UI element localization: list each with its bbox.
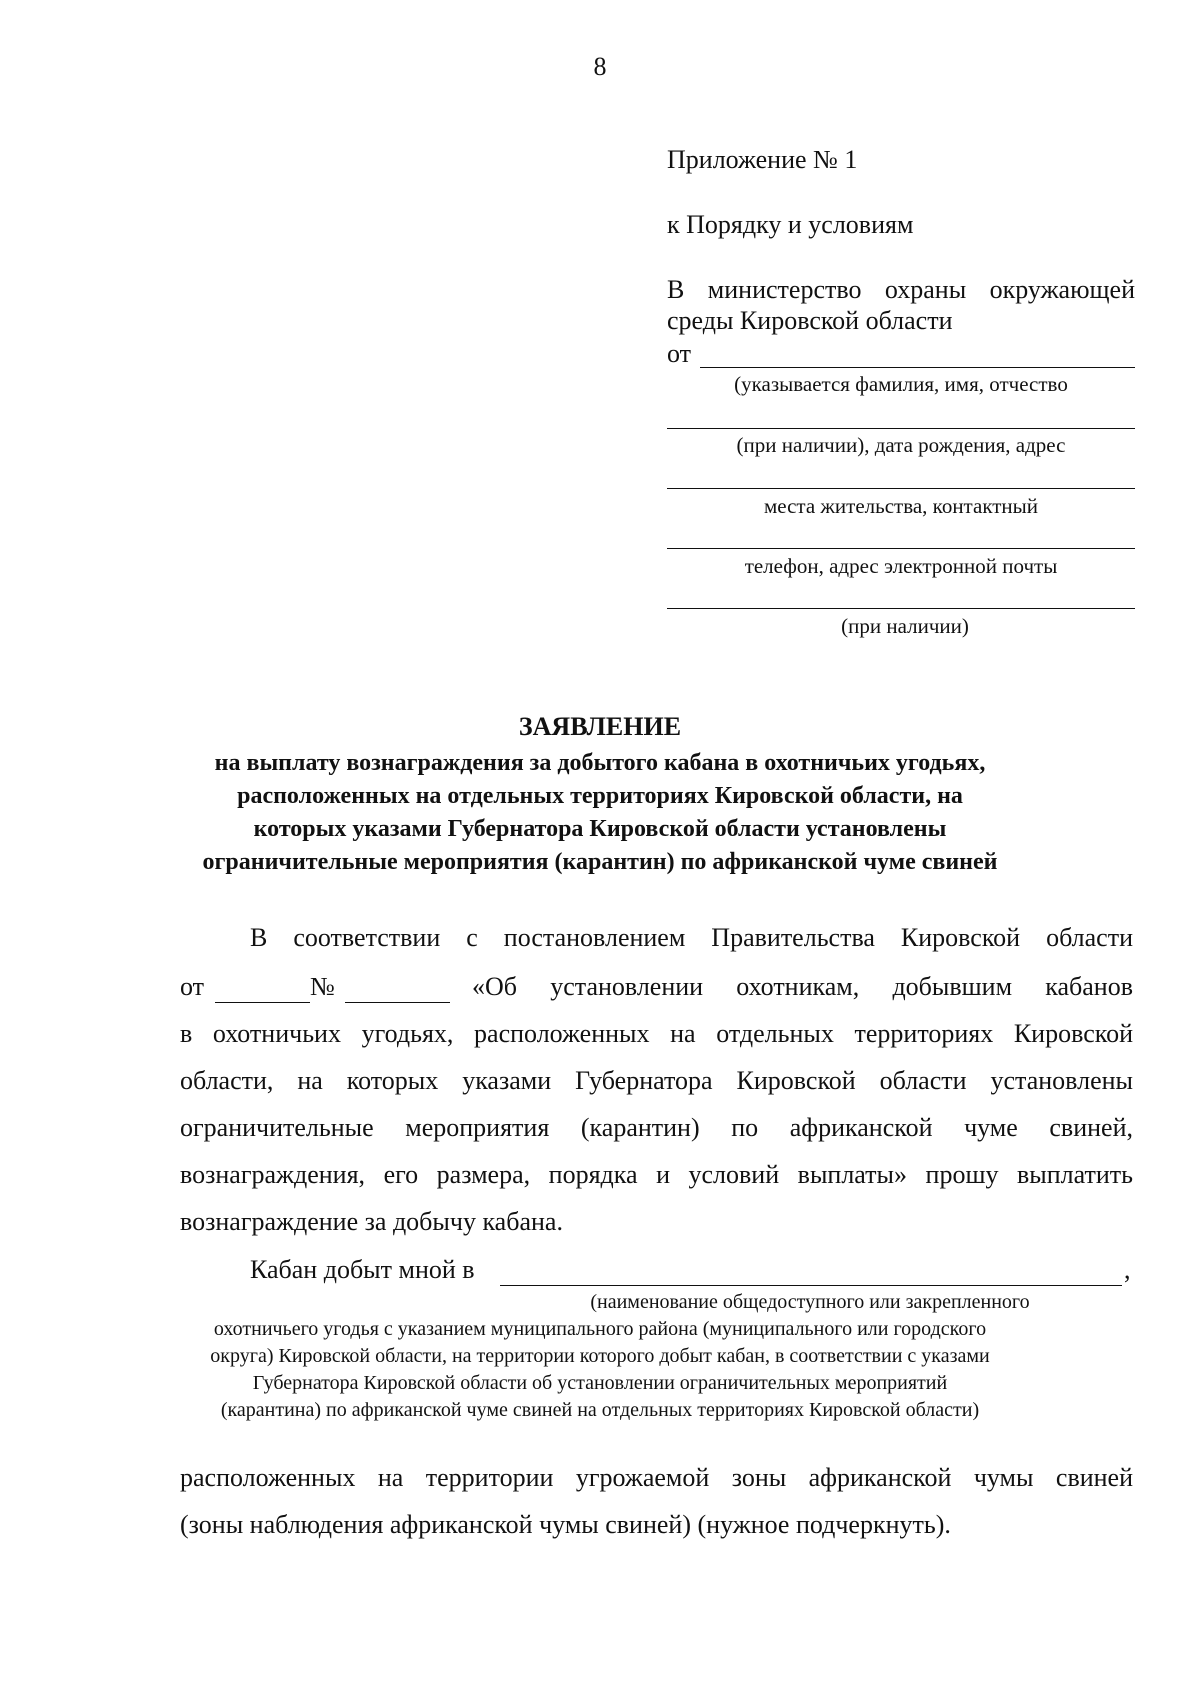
hunting-ground-field[interactable] [500,1285,1122,1286]
paragraph-1-line-2: «Об установлении охотникам, добывшим кабанов [472,972,1133,1001]
from-label: от [667,339,692,368]
subtitle-line-1: на выплату вознаграждения за добытого кабана в охотничьих угодьях, [214,750,986,776]
subtitle-line-3: которых указами Губернатора Кировской области установлены [253,816,947,842]
appendix-label: Приложение № 1 [667,145,858,174]
order-reference: к Порядку и условиям [667,210,914,239]
recipient-line-2: среды Кировской области [667,306,953,335]
paragraph-1-line-4: области, на которых указами Губернатора Кировской области установлены [180,1066,1133,1095]
applicant-field-line-2[interactable] [667,428,1135,429]
page-number: 8 [593,52,607,81]
decree-from-label: от [180,972,205,1001]
subtitle-line-4: ограничительные мероприятия (карантин) по африканской чуме свиней [202,849,998,875]
footnote-line-5: (карантина) по африканской чуме свиней на отдельных территориях Кировской области) [220,1399,980,1421]
applicant-hint-3: места жительства, контактный [763,494,1039,518]
applicant-field-line-4[interactable] [667,548,1135,549]
hunting-ground-comma: , [1124,1255,1131,1284]
paragraph-1-line-3: в охотничьих угодьях, расположенных на отдельных территориях Кировской [180,1019,1133,1048]
paragraph-3-line-1: расположенных на территории угрожаемой зоны африканской чумы свиней [180,1463,1133,1492]
applicant-hint-4: телефон, адрес электронной почты [744,554,1058,578]
applicant-field-line-5[interactable] [667,608,1135,609]
footnote-line-3: округа) Кировской области, на территории которого добыт кабан, в соответствии с указами [210,1345,990,1367]
applicant-field-line-3[interactable] [667,488,1135,489]
decree-number-label: № [310,972,335,1001]
paragraph-3-line-2: (зоны наблюдения африканской чумы свиней) (нужное подчеркнуть). [180,1510,951,1539]
applicant-hint-5: (при наличии) [841,614,969,638]
paragraph-1-line-7: вознаграждение за добычу кабана. [180,1207,563,1236]
footnote-line-1: (наименование общедоступного или закрепленного [590,1291,1030,1313]
subtitle-line-2: расположенных на отдельных территориях Кировской области, на [237,783,963,809]
applicant-hint-1: (указывается фамилия, имя, отчество [734,372,1068,396]
hunting-ground-label: Кабан добыт мной в [250,1255,475,1284]
applicant-hint-2: (при наличии), дата рождения, адрес [736,433,1066,457]
recipient-line-1: В министерство охраны окружающей [667,275,1135,304]
paragraph-1-line-1: В соответствии с постановлением Правительства Кировской области [250,923,1133,952]
document-title: ЗАЯВЛЕНИЕ [518,712,682,741]
paragraph-1-line-5: ограничительные мероприятия (карантин) по африканской чуме свиней, [180,1113,1133,1142]
decree-number-field[interactable] [345,1002,450,1003]
applicant-field-line-1[interactable] [700,367,1135,368]
footnote-line-2: охотничьего угодья с указанием муниципального района (муниципального или городского [213,1318,987,1340]
decree-date-field[interactable] [215,1002,310,1003]
paragraph-1-line-6: вознаграждения, его размера, порядка и условий выплаты» прошу выплатить [180,1160,1133,1189]
footnote-line-4: Губернатора Кировской области об установлении ограничительных мероприятий [252,1372,948,1394]
